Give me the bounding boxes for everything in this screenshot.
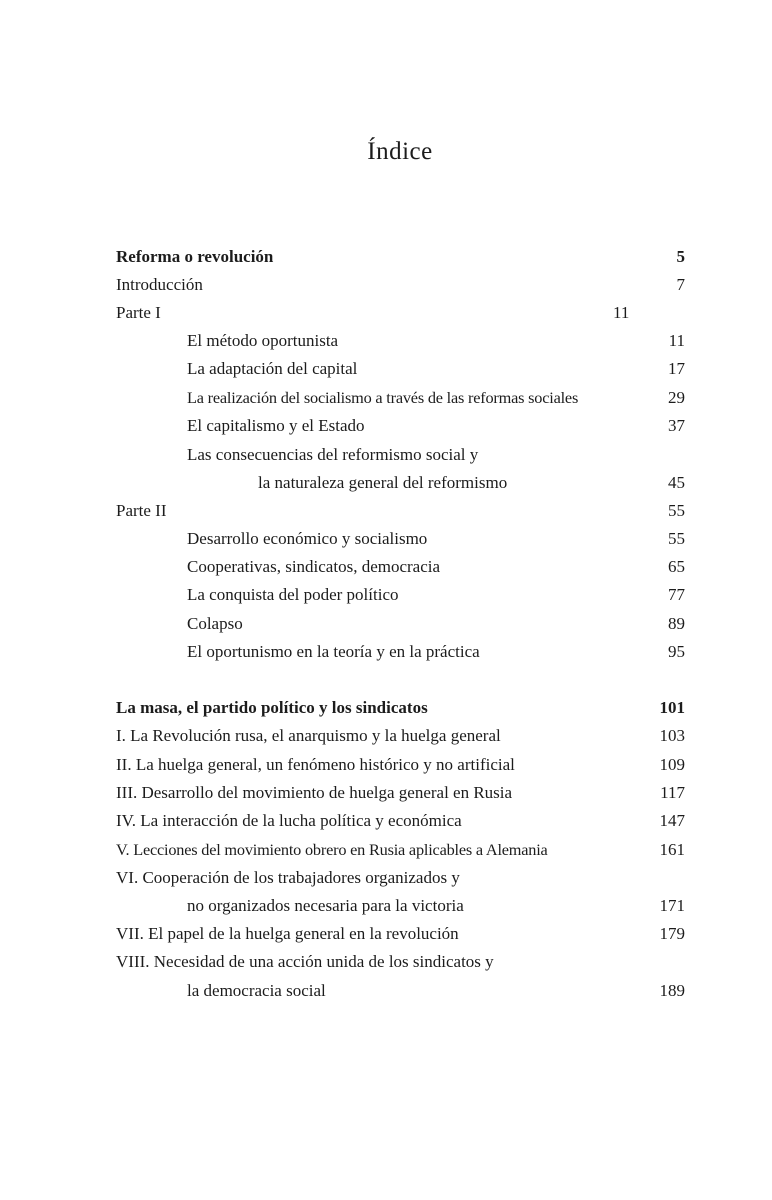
toc-entry-label: El método oportunista	[187, 331, 339, 350]
toc-entry-label: no organizados necesaria para la victoria	[187, 896, 464, 915]
toc-entry	[0, 892, 772, 920]
toc-entry-label: Parte II	[116, 501, 167, 520]
toc-section-heading	[0, 243, 772, 271]
toc-entry-label: Colapso	[187, 614, 243, 633]
toc-entry	[0, 864, 772, 892]
toc-entry-label: Desarrollo económico y socialismo	[187, 529, 428, 548]
toc-entry	[0, 610, 772, 638]
toc-entry-label: VIII. Necesidad de una acción unida de los sindicatos y	[116, 952, 494, 971]
toc-page-number: 11	[668, 331, 685, 350]
toc-entry	[0, 327, 772, 355]
toc-entry	[0, 638, 772, 666]
toc-entry	[0, 553, 772, 581]
toc-page-number: 89	[668, 614, 685, 633]
toc-page-number: 161	[659, 840, 685, 859]
toc-page-number: 7	[676, 275, 685, 294]
toc-entry-label: La adaptación del capital	[187, 359, 358, 378]
toc-entry-label: la democracia social	[187, 981, 326, 1000]
toc-entry	[0, 722, 772, 750]
toc-page-number: 5	[676, 247, 685, 266]
toc-entry	[0, 441, 772, 469]
toc-page-number: 147	[659, 811, 685, 830]
toc-entry	[0, 355, 772, 383]
toc-page-number: 11	[613, 303, 630, 322]
toc-entry	[0, 271, 772, 299]
toc-section-title: Reforma o revolución	[116, 247, 274, 266]
toc-page-number: 179	[659, 924, 685, 943]
toc-entry-label: IV. La interacción de la lucha política y económica	[116, 811, 462, 830]
toc-page-number: 55	[668, 529, 685, 548]
toc-entry	[0, 836, 772, 864]
toc-entry	[0, 948, 772, 976]
toc-entry	[0, 779, 772, 807]
toc-page-number: 101	[659, 698, 685, 717]
toc-page-number: 109	[659, 755, 685, 774]
toc-entry-label: II. La huelga general, un fenómeno histórico y no artificial	[116, 755, 515, 774]
toc-page-number: 55	[668, 501, 685, 520]
toc-entry-label: Las consecuencias del reformismo social y	[187, 445, 479, 464]
toc-entry	[0, 977, 772, 1005]
toc-page-number: 45	[668, 473, 685, 492]
toc-page-number: 77	[668, 585, 685, 604]
toc-entry-label: I. La Revolución rusa, el anarquismo y la huelga general	[116, 726, 501, 745]
toc-entry-label: La conquista del poder político	[187, 585, 399, 604]
toc-entry	[0, 807, 772, 835]
toc-entry	[0, 525, 772, 553]
toc-entry-label: la naturaleza general del reformismo	[258, 473, 508, 492]
toc-page-number: 103	[659, 726, 685, 745]
toc-page-number: 95	[668, 642, 685, 661]
toc-entry	[0, 299, 772, 327]
toc-entry-label: Introducción	[116, 275, 203, 294]
toc-entry	[0, 497, 772, 525]
toc-section-heading	[0, 694, 772, 722]
toc-entry-label: V. Lecciones del movimiento obrero en Rusia aplicables a Alemania	[116, 840, 548, 859]
toc-page-number: 117	[660, 783, 685, 802]
toc-entry	[0, 920, 772, 948]
toc-page-number: 29	[668, 388, 685, 407]
toc-entry	[0, 581, 772, 609]
toc-page-number: 65	[668, 557, 685, 576]
toc-entry	[0, 469, 772, 497]
toc-entry	[0, 384, 772, 412]
toc-page-number: 17	[668, 359, 685, 378]
toc-entry-label: Cooperativas, sindicatos, democracia	[187, 557, 441, 576]
toc-page-number: 37	[668, 416, 685, 435]
page-title: Índice	[367, 138, 433, 165]
toc-page-number: 189	[659, 981, 685, 1000]
toc-entry-label: El oportunismo en la teoría y en la práctica	[187, 642, 480, 661]
toc-entry-label: VI. Cooperación de los trabajadores organizados y	[116, 868, 460, 887]
toc-entry-label: El capitalismo y el Estado	[187, 416, 365, 435]
toc-page-number: 171	[659, 896, 685, 915]
toc-entry	[0, 412, 772, 440]
toc-entry-label: Parte I	[116, 303, 161, 322]
toc-section-title: La masa, el partido político y los sindicatos	[116, 698, 428, 717]
toc-entry-label: III. Desarrollo del movimiento de huelga general en Rusia	[116, 783, 513, 802]
toc-entry-label: La realización del socialismo a través de las reformas sociales	[187, 388, 579, 407]
toc-entry	[0, 751, 772, 779]
toc-entry-label: VII. El papel de la huelga general en la revolución	[116, 924, 459, 943]
